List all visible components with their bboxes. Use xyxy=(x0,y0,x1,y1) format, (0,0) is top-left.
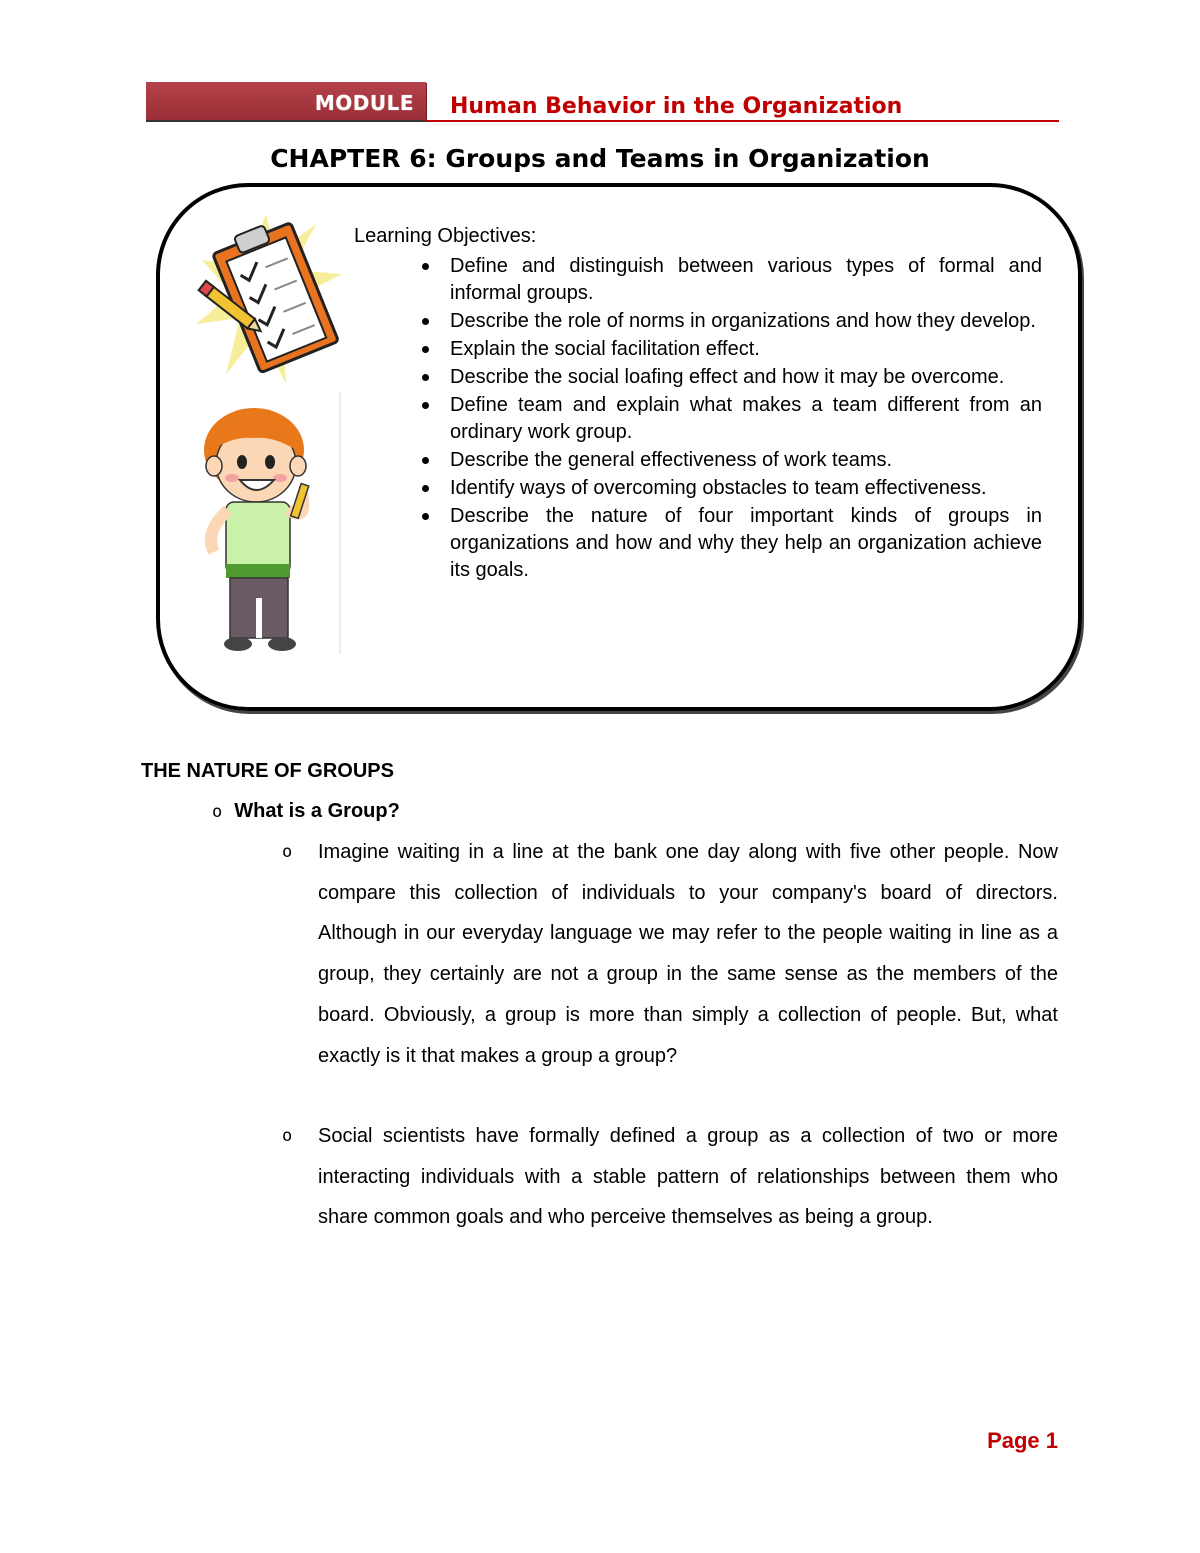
question-text: What is a Group? xyxy=(234,800,400,822)
body-paragraph: Imagine waiting in a line at the bank one day along with five other people. Now compare this collection of individuals to your company's board of directors. Although in our everyday language we may refer to the people waiting in line as a group, they certainly are not a group in the same sense as the members of the board. Obviously, a group is more than simply a collection of people. But, what exactly is it that makes a group a group? xyxy=(318,841,1058,1067)
cheek xyxy=(225,474,239,482)
clipboard-illustration xyxy=(196,214,342,384)
bullet-marker: o xyxy=(212,802,223,822)
module-tab xyxy=(146,82,426,120)
boy-illustration xyxy=(194,392,344,660)
page-number: Page 1 xyxy=(987,1428,1058,1453)
shoe xyxy=(268,637,296,651)
question-row xyxy=(212,800,400,823)
shirt-hem xyxy=(226,564,290,578)
leg-gap xyxy=(256,598,262,638)
bullet-marker: o xyxy=(282,1126,293,1146)
bullet-marker: o xyxy=(282,842,293,862)
ear xyxy=(206,456,222,476)
objective-item: Explain the social facilitation effect. xyxy=(450,336,1042,363)
objective-item: Define and distinguish between various types of formal and informal groups. xyxy=(450,253,1042,307)
objective-item: Describe the general effectiveness of work teams. xyxy=(450,447,1042,474)
objectives-list xyxy=(450,253,1042,585)
objective-item: Define team and explain what makes a team different from an ordinary work group. xyxy=(450,392,1042,446)
objective-item: Describe the social loafing effect and how it may be overcome. xyxy=(450,364,1042,391)
body-paragraph: Social scientists have formally defined a group as a collection of two or more interacting individuals with a stable pattern of relationships between them who share common goals and who perceive themselves as being a group. xyxy=(318,1125,1058,1229)
shirt xyxy=(226,502,290,574)
objective-item: Identify ways of overcoming obstacles to team effectiveness. xyxy=(450,475,1042,502)
shoe xyxy=(224,637,252,651)
module-title: Human Behavior in the Organization xyxy=(450,94,903,119)
chapter-title: CHAPTER 6: Groups and Teams in Organization xyxy=(270,144,930,173)
eye xyxy=(237,455,247,469)
module-label: MODULE xyxy=(314,91,414,115)
section-title: THE NATURE OF GROUPS xyxy=(141,760,394,782)
objective-item: Describe the nature of four important kinds of groups in organizations and how and why they help an organization achieve its goals. xyxy=(450,503,1042,584)
eye xyxy=(265,455,275,469)
module-header xyxy=(146,82,1059,124)
objectives-heading: Learning Objectives: xyxy=(354,225,537,247)
cheek xyxy=(273,474,287,482)
header-rule-left xyxy=(146,120,426,122)
objective-item: Describe the role of norms in organizations and how they develop. xyxy=(450,308,1042,335)
ear xyxy=(290,456,306,476)
